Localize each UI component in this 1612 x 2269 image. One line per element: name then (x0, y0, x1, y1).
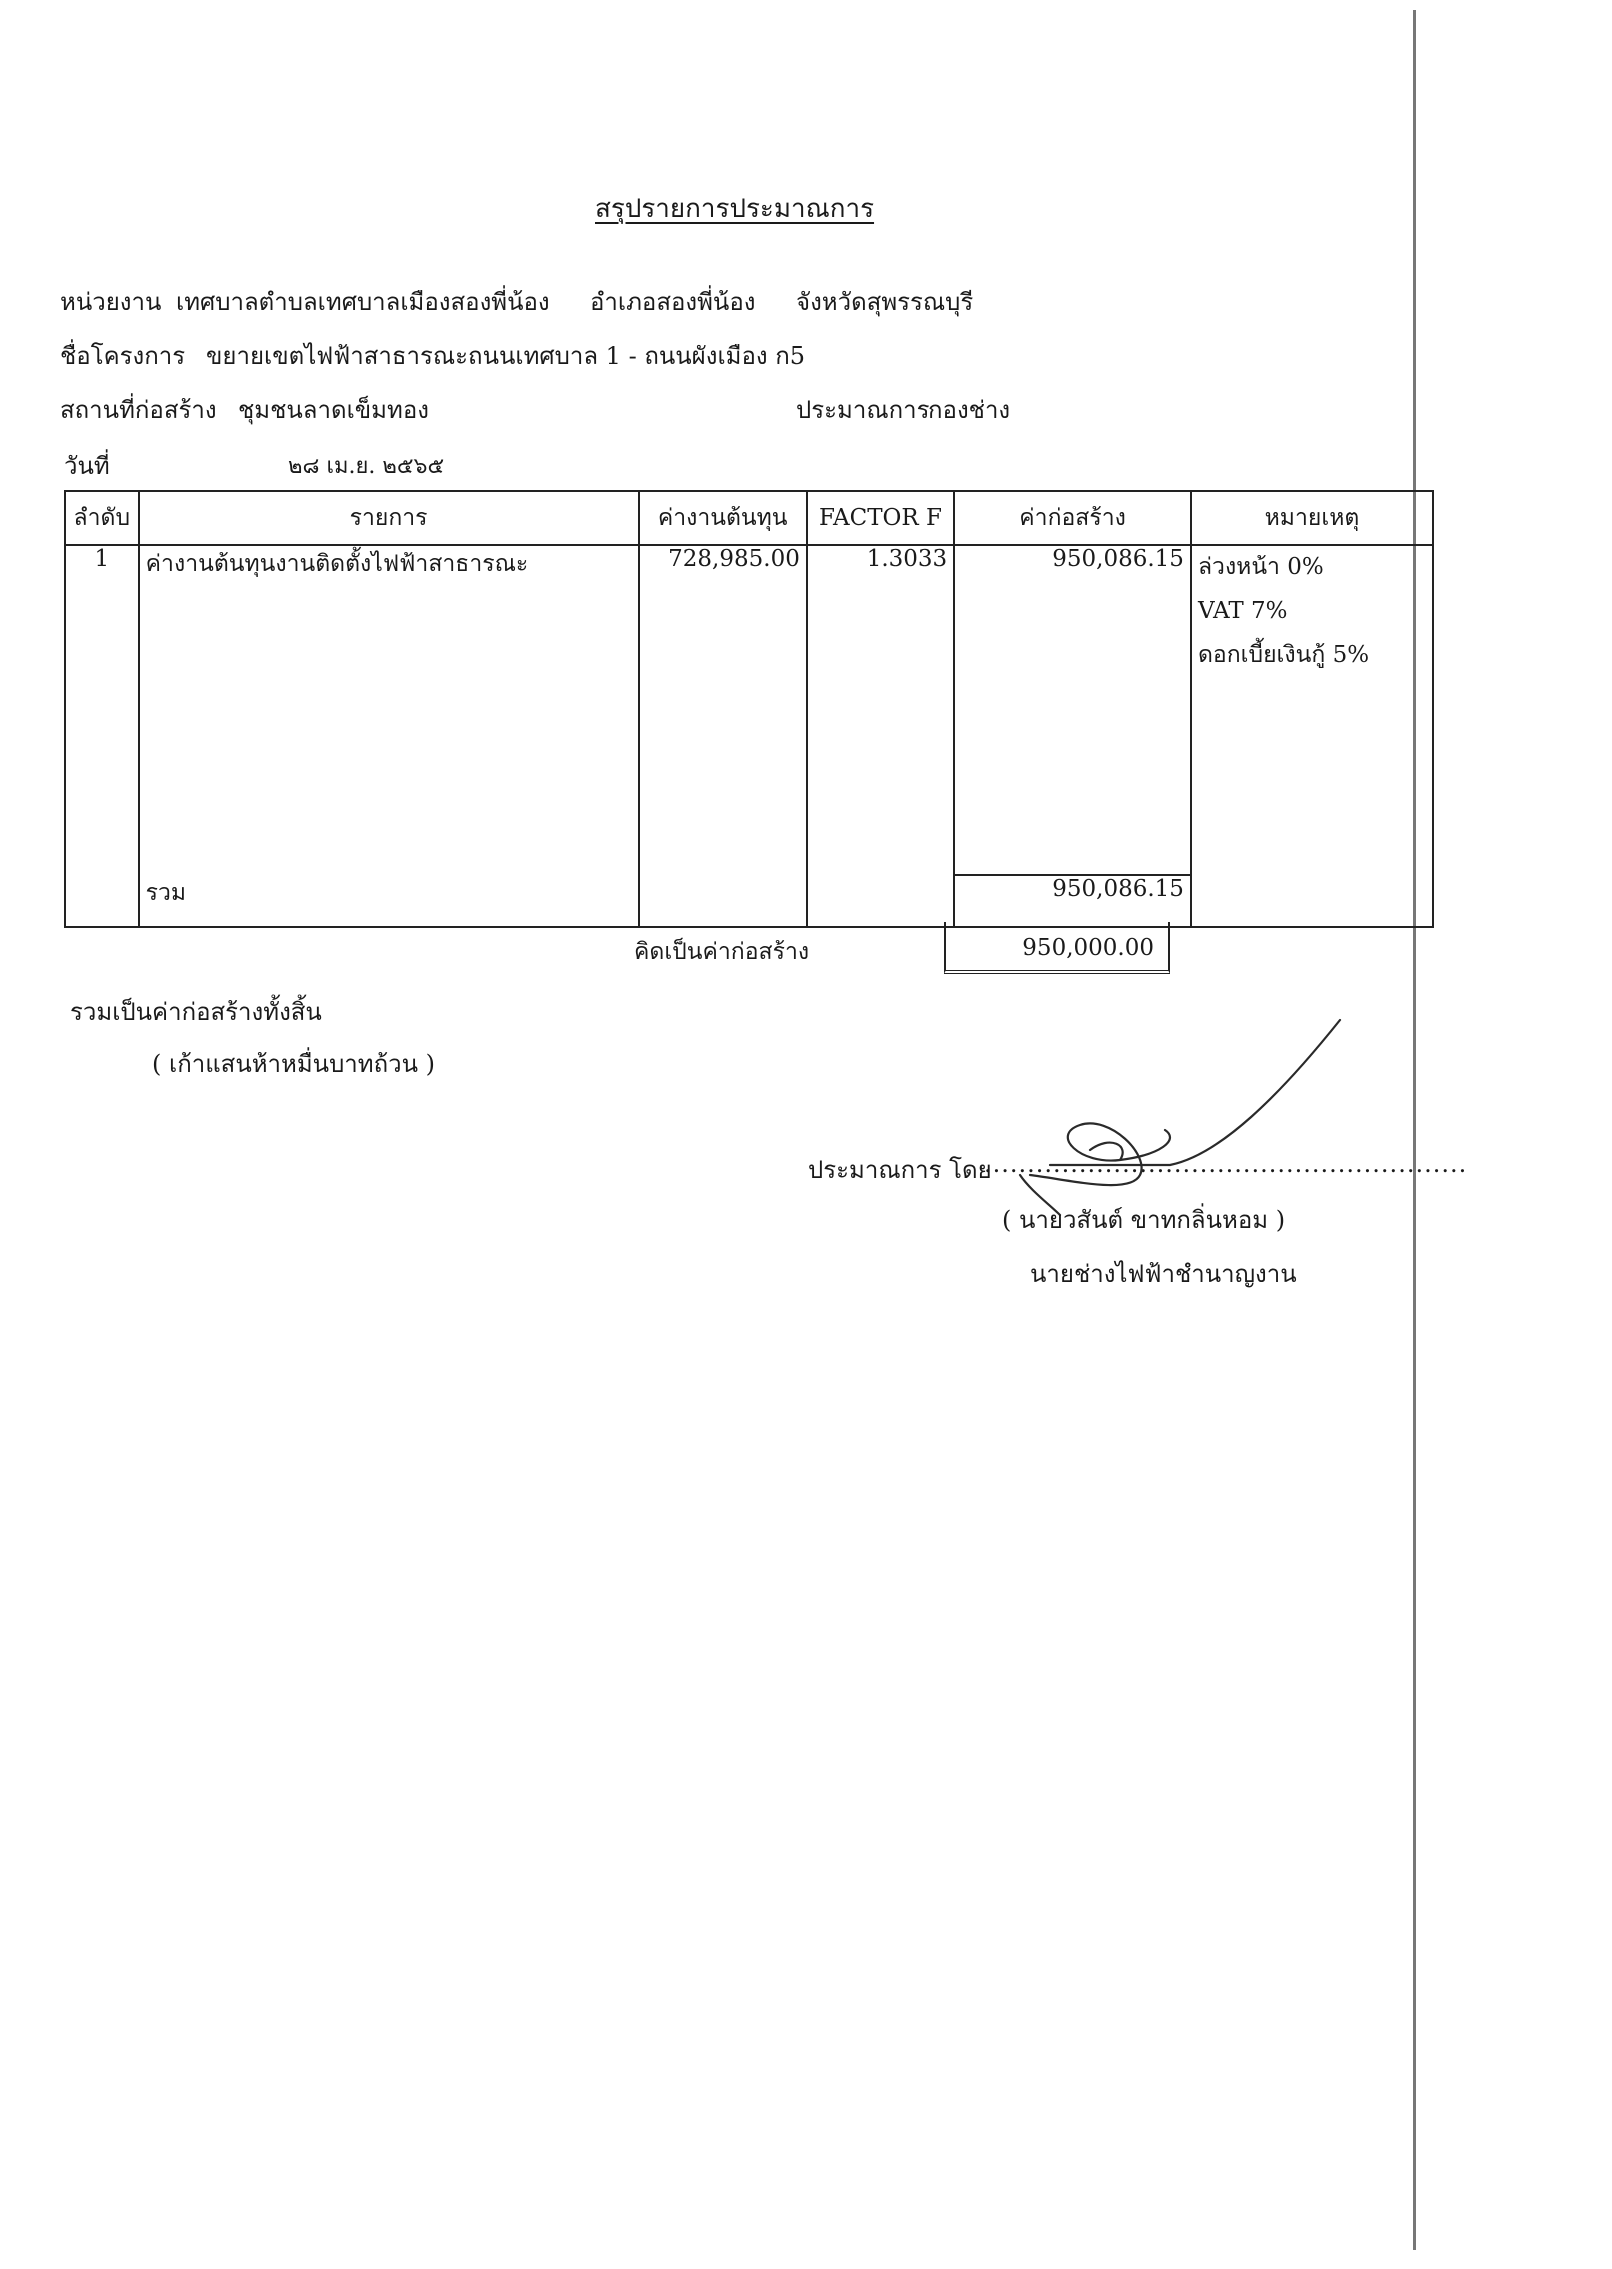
site-name: ชุมชนลาดเข็มทอง (238, 396, 429, 424)
scan-mark (30, 40, 70, 80)
note-vat: VAT 7% (1197, 598, 1288, 624)
table-header-row (65, 491, 1433, 545)
province-name: จังหวัดสุพรรณบุรี (796, 288, 974, 316)
agency-name: เทศบาลตำบลเทศบาลเมืองสองพี่น้อง (176, 288, 550, 316)
cell-seq: 1 (65, 545, 139, 875)
estimator-name: กองช่าง (928, 396, 1011, 424)
cell-build: 950,086.15 (954, 545, 1191, 875)
note-interest: ดอกเบี้ยเงินกู้ 5% (1197, 642, 1370, 668)
column-header-item: รายการ (139, 491, 639, 545)
estimated-by-label: ประมาณการ โดย (808, 1156, 992, 1184)
cell-notes (1191, 545, 1433, 875)
cell-factor: 1.3033 (807, 545, 954, 875)
cell-cost: 728,985.00 (639, 545, 807, 875)
total-row (65, 875, 1433, 927)
column-header-build: ค่าก่อสร้าง (954, 491, 1191, 545)
total-value: 950,086.15 (954, 875, 1191, 927)
district-name: อำเภอสองพี่น้อง (590, 288, 756, 316)
table-row (65, 545, 1433, 875)
agency-label: หน่วยงาน (60, 288, 162, 316)
project-name: ขยายเขตไฟฟ้าสาธารณะถนนเทศบาล 1 - ถนนผังเมือง ก5 (206, 342, 806, 370)
column-header-cost: ค่างานต้นทุน (639, 491, 807, 545)
column-header-factor: FACTOR F (807, 491, 954, 545)
estimator-label: ประมาณการ (796, 396, 930, 424)
signer-name: ( นายวสันต์ ขาทกลิ่นหอม ) (1002, 1206, 1286, 1234)
signer-position: นายช่างไฟฟ้าชำนาญงาน (1030, 1260, 1297, 1288)
signature-dots: ........................................................ (984, 1150, 1468, 1178)
project-label: ชื่อโครงการ (60, 342, 186, 370)
rounded-value: 950,000.00 (944, 922, 1170, 974)
column-header-seq: ลำดับ (65, 491, 139, 545)
summary-words: ( เก้าแสนห้าหมื่นบาทถ้วน ) (152, 1050, 436, 1078)
site-label: สถานที่ก่อสร้าง (60, 396, 217, 424)
date-label: วันที่ (64, 452, 110, 480)
rounded-label: คิดเป็นค่าก่อสร้าง (634, 939, 810, 965)
document-title: สรุปรายการประมาณการ (595, 194, 875, 224)
total-label: รวม (139, 875, 639, 927)
scan-edge-line (1413, 10, 1416, 2250)
date-value: ๒๘ เม.ย. ๒๕๖๕ (288, 454, 445, 479)
note-advance: ล่วงหน้า 0% (1197, 554, 1324, 580)
estimate-table (64, 490, 1434, 928)
summary-label: รวมเป็นค่าก่อสร้างทั้งสิ้น (70, 998, 322, 1026)
column-header-note: หมายเหตุ (1191, 491, 1433, 545)
cell-item: ค่างานต้นทุนงานติดตั้งไฟฟ้าสาธารณะ (139, 545, 639, 875)
